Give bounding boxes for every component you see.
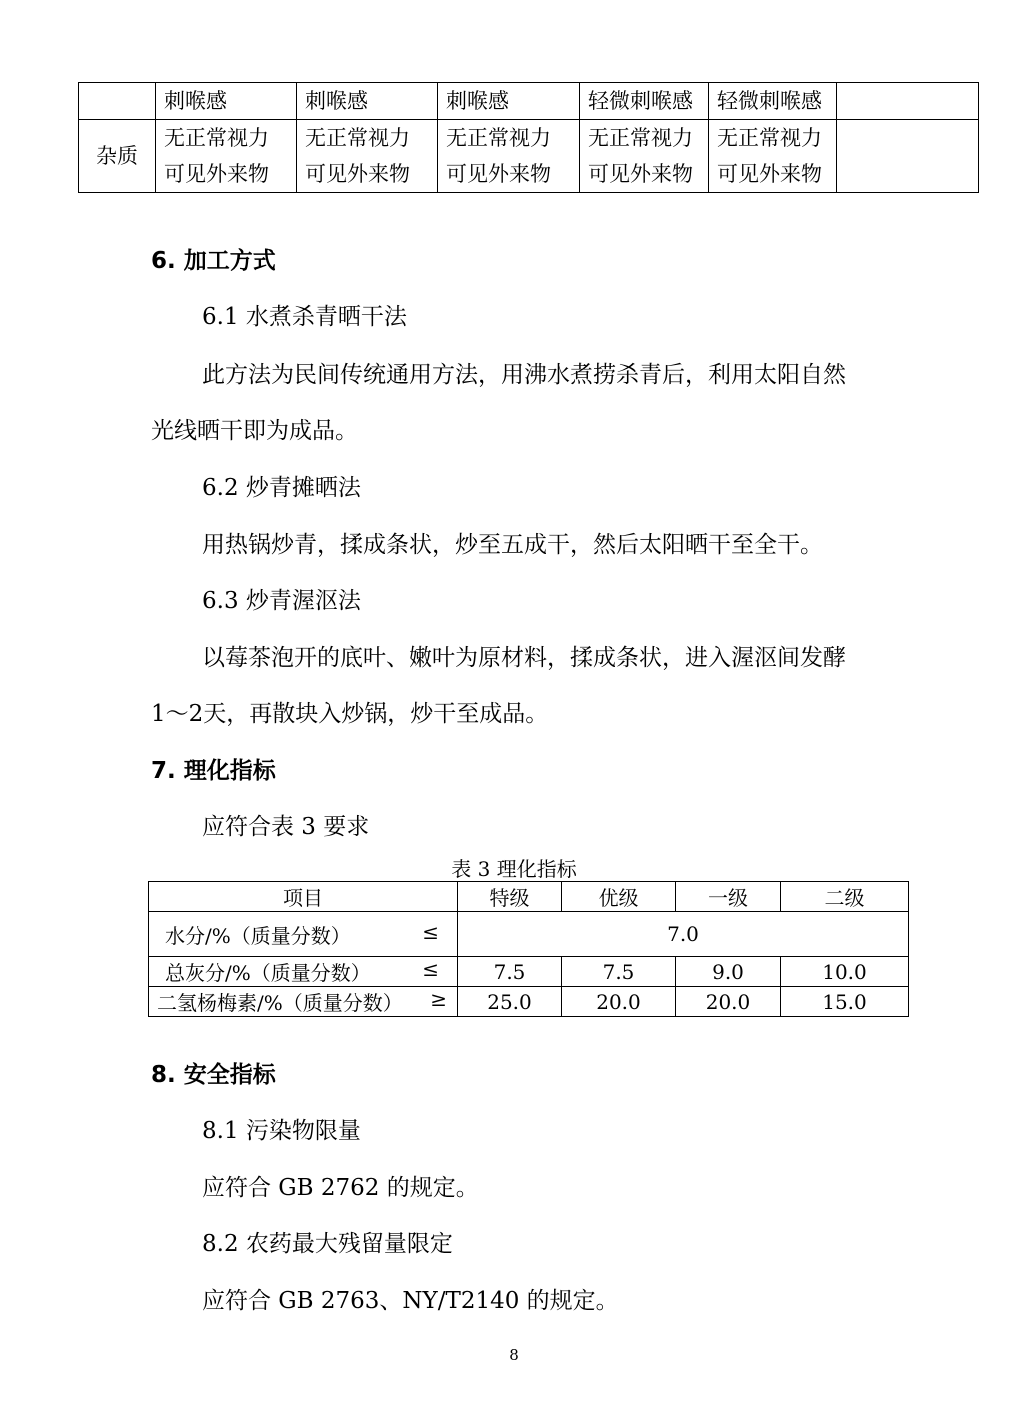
row-label-text: 水分/%（质量分数） [165, 923, 351, 948]
section-6-1-title: 6.1 水煮杀青晒干法 [202, 304, 407, 330]
row-label-text: 总灰分/%（质量分数） [165, 961, 371, 985]
cell-line: 可见外来物 [164, 162, 269, 186]
section-6-2-title: 6.2 炒青摊晒法 [202, 475, 361, 501]
table-cell: 刺喉感 [156, 83, 297, 120]
cell-line: 可见外来物 [305, 162, 410, 186]
table-cell [837, 120, 979, 193]
section-8-1-title: 8.1 污染物限量 [202, 1118, 361, 1144]
table-row [79, 83, 979, 120]
table-cell: 9.0 [676, 957, 781, 987]
section-6-3-text-line2: 1～2天，再散块入炒锅，炒干至成品。 [151, 701, 549, 727]
table-cell [156, 120, 297, 193]
section-6-1-text-line2: 光线晒干即为成品。 [151, 418, 358, 444]
row-label [149, 912, 458, 957]
comparison-symbol: ≤ [422, 919, 439, 944]
physicochemical-table [148, 881, 909, 1017]
section-6-heading: 6. 加工方式 [151, 248, 276, 274]
row-label [149, 957, 458, 987]
table-cell: 7.5 [562, 957, 676, 987]
section-8-heading: 8. 安全指标 [151, 1062, 276, 1088]
cell-line: 可见外来物 [588, 162, 693, 186]
table-cell: 7.5 [458, 957, 562, 987]
header-cell: 一级 [676, 882, 781, 912]
page-number: 8 [509, 1346, 519, 1364]
cell-line: 可见外来物 [717, 162, 822, 186]
cell-line: 无正常视力 [717, 126, 822, 150]
cell-line: 可见外来物 [446, 162, 551, 186]
table-cell: 刺喉感 [438, 83, 580, 120]
table-header-row [149, 882, 909, 912]
merged-value-cell: 7.0 [458, 912, 909, 957]
table-cell [709, 120, 837, 193]
comparison-symbol: ≥ [430, 987, 447, 1011]
cell-line: 无正常视力 [588, 126, 693, 150]
header-cell: 特级 [458, 882, 562, 912]
section-6-3-text-line1: 以莓茶泡开的底叶、嫩叶为原材料，揉成条状，进入渥沤间发酵 [202, 645, 846, 671]
table-cell [297, 120, 438, 193]
table-cell [438, 120, 580, 193]
table-cell: 轻微刺喉感 [709, 83, 837, 120]
header-cell: 项目 [149, 882, 458, 912]
table-cell [837, 83, 979, 120]
section-7-intro: 应符合表 3 要求 [202, 814, 370, 840]
row-label: 杂质 [79, 120, 156, 193]
table-row [79, 120, 979, 193]
header-cell: 优级 [562, 882, 676, 912]
row-label-text: 二氢杨梅素/%（质量分数） [157, 991, 403, 1015]
table-cell: 轻微刺喉感 [580, 83, 709, 120]
table-cell: 刺喉感 [297, 83, 438, 120]
section-6-1-text-line1: 此方法为民间传统通用方法，用沸水煮捞杀青后，利用太阳自然 [202, 362, 846, 388]
section-6-2-text: 用热锅炒青，揉成条状，炒至五成干，然后太阳晒干至全干。 [202, 532, 823, 558]
sensory-table-continuation [78, 82, 979, 193]
table-cell: 15.0 [781, 987, 909, 1017]
section-8-2-title: 8.2 农药最大残留量限定 [202, 1231, 453, 1257]
table-cell: 20.0 [562, 987, 676, 1017]
table-cell: 20.0 [676, 987, 781, 1017]
section-6-3-title: 6.3 炒青渥沤法 [202, 588, 361, 614]
table-3-caption: 表 3 理化指标 [451, 857, 577, 881]
row-label [79, 83, 156, 120]
comparison-symbol: ≤ [422, 957, 439, 981]
section-7-heading: 7. 理化指标 [151, 758, 276, 784]
table-cell: 10.0 [781, 957, 909, 987]
cell-line: 无正常视力 [164, 126, 269, 150]
section-8-2-text: 应符合 GB 2763、NY/T2140 的规定。 [202, 1288, 619, 1314]
cell-line: 无正常视力 [305, 126, 410, 150]
table-row [149, 912, 909, 957]
row-label [149, 987, 458, 1017]
section-8-1-text: 应符合 GB 2762 的规定。 [202, 1175, 479, 1201]
table-cell: 25.0 [458, 987, 562, 1017]
cell-line: 无正常视力 [446, 126, 551, 150]
header-cell: 二级 [781, 882, 909, 912]
table-row [149, 957, 909, 987]
table-cell [580, 120, 709, 193]
table-row [149, 987, 909, 1017]
